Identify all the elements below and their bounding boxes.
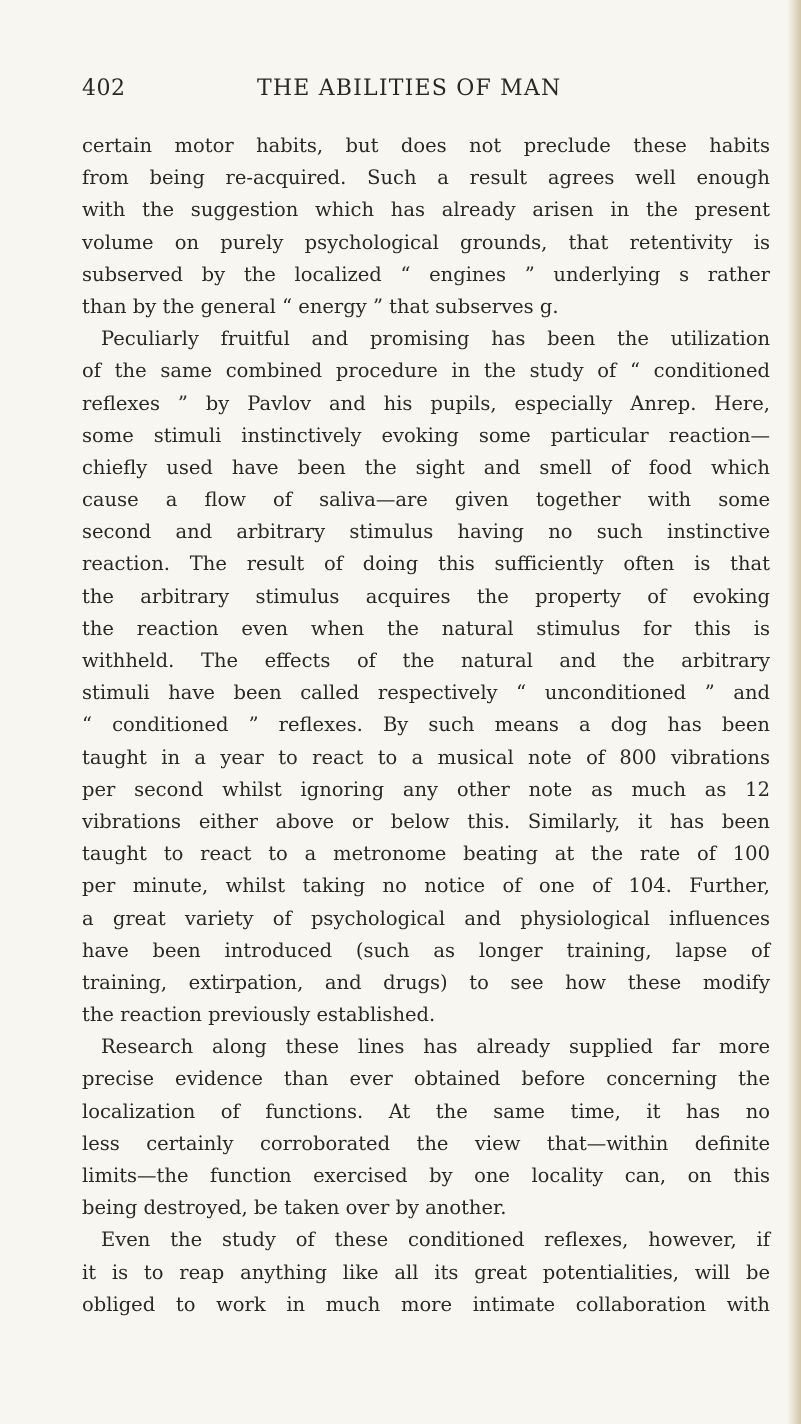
page-edge-shadow	[787, 0, 801, 1424]
running-title: THE ABILITIES OF MAN	[257, 76, 562, 101]
text-line: being destroyed, be taken over by another.	[82, 1196, 507, 1220]
text-line: the arbitrary stimulus acquires the property of evoking	[82, 584, 770, 608]
text-line: the reaction previously established.	[82, 1003, 436, 1027]
running-header	[82, 76, 772, 116]
text-line: stimuli have been called respectively “ unconditioned ” and	[82, 681, 770, 705]
text-line: less certainly corroborated the view that—within definite	[82, 1131, 770, 1155]
text-line: withheld. The effects of the natural and the arbitrary	[82, 649, 770, 672]
text-line: cause a flow of saliva—are given together with some	[82, 488, 770, 512]
text-line: reaction. The result of doing this sufficiently often is that	[82, 552, 770, 576]
text-line: per second whilst ignoring any other note as much as 12	[82, 777, 770, 801]
text-line: limits—the function exercised by one locality can, on this	[82, 1164, 770, 1187]
text-line: the reaction even when the natural stimulus for this is	[82, 616, 770, 640]
text-line: have been introduced (such as longer training, lapse of	[82, 938, 770, 962]
text-line: localization of functions. At the same time, it has no	[82, 1099, 770, 1123]
text-line: chiefly used have been the sight and smell of food which	[82, 455, 770, 479]
body-text	[82, 130, 770, 1321]
text-line: Research along these lines has already supplied far more	[101, 1035, 770, 1059]
text-line: precise evidence than ever obtained before concerning the	[82, 1067, 770, 1091]
text-line: vibrations either above or below this. Similarly, it has been	[82, 809, 770, 833]
text-line: volume on purely psychological grounds, that retentivity is	[82, 230, 770, 254]
text-line: taught to react to a metronome beating at the rate of 100	[82, 842, 770, 866]
text-line: some stimuli instinctively evoking some particular reaction—	[82, 423, 770, 447]
text-line: taught in a year to react to a musical note of 800 vibrations	[82, 745, 770, 769]
text-line: “ conditioned ” reflexes. By such means a dog has been	[82, 713, 770, 737]
text-line: Peculiarly fruitful and promising has been the utilization	[101, 327, 770, 351]
text-line: certain motor habits, but does not preclude these habits	[82, 134, 770, 157]
text-line: reflexes ” by Pavlov and his pupils, especially Anrep. Here,	[82, 391, 770, 415]
text-line: of the same combined procedure in the study of “ conditioned	[82, 359, 770, 383]
text-line: obliged to work in much more intimate collaboration with	[82, 1292, 770, 1316]
text-line: from being re-acquired. Such a result agrees well enough	[82, 166, 770, 190]
text-line: second and arbitrary stimulus having no such instinctive	[82, 520, 770, 544]
text-line: per minute, whilst taking no notice of one of 104. Further,	[82, 874, 770, 898]
text-line: than by the general “ energy ” that subserves g.	[82, 294, 559, 318]
text-line: subserved by the localized “ engines ” underlying s rather	[82, 262, 770, 286]
text-line: a great variety of psychological and physiological influences	[82, 906, 770, 930]
text-line: training, extirpation, and drugs) to see how these modify	[82, 970, 770, 994]
text-line: with the suggestion which has already arisen in the present	[82, 198, 770, 222]
page-number: 402	[82, 76, 126, 101]
text-line: Even the study of these conditioned reflexes, however, if	[101, 1228, 770, 1252]
text-line: it is to reap anything like all its great potentialities, will be	[82, 1260, 770, 1284]
